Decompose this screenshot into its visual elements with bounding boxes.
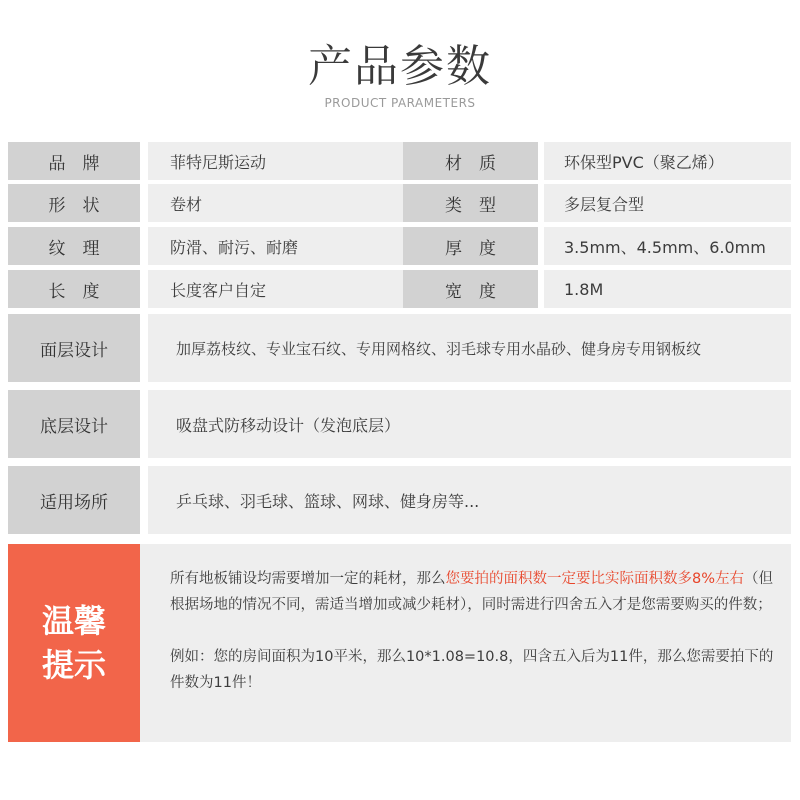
tip-text: （但根据场地的情况不同，需适当增加或减少耗材），同时需进行四舍五入才是您需要购买的件数； [170,571,774,613]
spec-value: 3.5mm、4.5mm、6.0mm [544,227,791,265]
spec-value: 卷材 [148,184,403,222]
spec-row [8,227,791,265]
spec-label: 形 状 [8,184,140,222]
spec-row [8,184,791,222]
wide-row-label: 面层设计 [8,314,140,382]
spec-label: 材 质 [403,142,538,180]
wide-row-surface [8,314,791,382]
spec-row [8,142,791,180]
spec-value: 环保型PVC（聚乙烯） [544,142,791,180]
wide-row-bottom [8,390,791,458]
spec-value: 防滑、耐污、耐磨 [148,227,403,265]
tip-box [8,544,791,742]
spec-label: 类 型 [403,184,538,222]
tip-text: 所有地板铺设均需要增加一定的耗材，那么 [170,571,446,587]
page-title: 产品参数 [308,41,492,92]
tip-label [8,544,140,742]
tip-example: 例如：您的房间面积为10平米，那么10*1.08=10.8，四含五入后为11件，那么您需要拍下的件数为11件！ [170,649,774,691]
spec-label: 厚 度 [403,227,538,265]
spec-label: 宽 度 [403,270,538,308]
spec-value: 多层复合型 [544,184,791,222]
spec-label: 长 度 [8,270,140,308]
tip-label-line: 提示 [41,646,106,684]
tip-body [140,544,791,742]
wide-row-value: 乒乓球、羽毛球、篮球、网球、健身房等... [148,466,791,534]
wide-row-value: 吸盘式防移动设计（发泡底层） [148,390,791,458]
spec-row [8,270,791,308]
wide-row-label: 底层设计 [8,390,140,458]
spec-value: 长度客户自定 [148,270,403,308]
spec-value: 菲特尼斯运动 [148,142,403,180]
page-subtitle: PRODUCT PARAMETERS [324,96,476,110]
wide-row-value: 加厚荔枝纹、专业宝石纹、专用网格纹、羽毛球专用水晶砂、健身房专用钢板纹 [148,314,791,382]
wide-row-venues [8,466,791,534]
tip-label-line: 温馨 [41,602,106,640]
spec-label: 品 牌 [8,142,140,180]
spec-value: 1.8M [544,270,791,308]
tip-highlight: 您要拍的面积数一定要比实际面积数多8%左右 [445,571,745,587]
wide-row-label: 适用场所 [8,466,140,534]
tip-paragraph [170,566,777,618]
spec-label: 纹 理 [8,227,140,265]
